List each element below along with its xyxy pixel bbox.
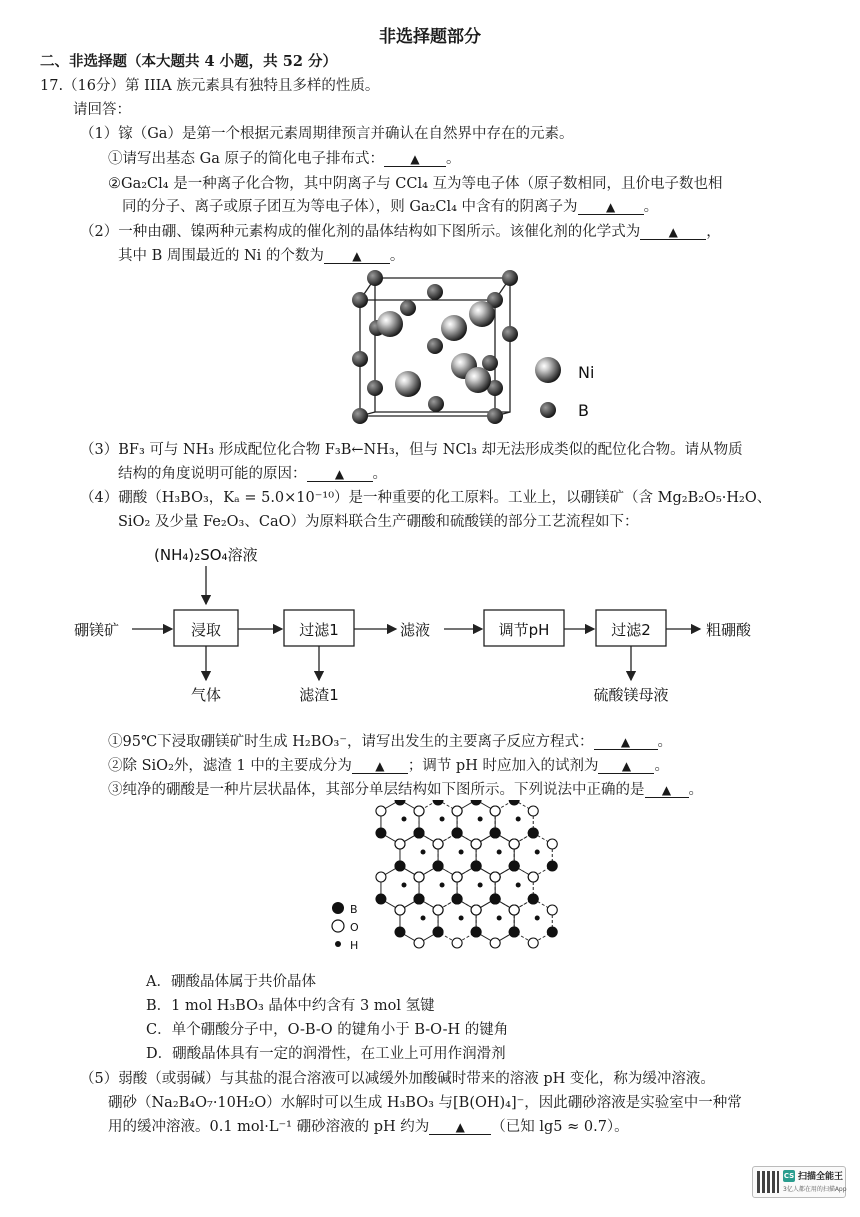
oxygen-atom [433,839,443,849]
q17-part4: （4）硼酸（H₃BO₃，Kₐ = 5.0×10⁻¹⁰）是一种重要的化工原料。工业上，以硼镁矿（含 Mg₂B₂O₅·H₂O、 [80,490,772,506]
boron-atom [375,828,386,839]
boron-atom [452,828,463,839]
oxygen-atom [490,806,500,816]
hydrogen-atom [402,817,407,822]
boron-atom [490,894,501,905]
hydrogen-atom [478,817,483,822]
ni-legend-icon [535,357,561,383]
lattice-ring [381,866,419,910]
adjust-ph-label: 调节pH [498,621,550,639]
boron-atom [509,927,520,938]
boron-atom [395,800,406,806]
lattice-ring [514,899,552,943]
answer-blank[interactable]: ▲ [598,759,654,774]
b-legend-icon [540,402,556,418]
oxygen-atom [414,938,424,948]
answer-blank[interactable]: ▲ [594,735,658,750]
oxygen-atom [509,839,519,849]
scanner-name: 扫描全能王 [798,1172,844,1182]
boron-atom [528,828,539,839]
part4-2b-text: ；调节 pH 时应加入的试剂为 [407,758,599,774]
q17-part3: （3）BF₃ 可与 NH₃ 形成配位化合物 F₃B←NH₃，但与 NCl₃ 却无法形成类似的配位化合物。请从物质 [80,442,743,458]
scanner-logo: CS [783,1172,795,1180]
oxygen-atom [471,905,481,915]
oxygen-atom [509,905,519,915]
q17-part5b: 硼砂（Na₂B₄O₇·10H₂O）水解时可以生成 H₃BO₃ 与[B(OH)₄]⁻，因此硼砂溶液是实验室中一种常 [108,1095,742,1111]
hydrogen-atom [440,817,445,822]
oxygen-atom [433,905,443,915]
hydrogen-atom [421,850,426,855]
part2b-text: 其中 B 周围最近的 Ni 的个数为 [118,248,324,264]
oxygen-atom [414,872,424,882]
q17-part1b: ②Ga₂Cl₄ 是一种离子化合物，其中阴离子与 CCl₄ 互为等电子体（原子数相同，且价电子数也相 [108,176,723,192]
boron-atom [452,894,463,905]
hydrogen-atom [516,883,521,888]
boric-acid-layer-figure [320,800,600,965]
lattice-ring [438,833,476,877]
boron-atom [490,828,501,839]
answer-blank[interactable]: ▲ [645,783,689,798]
mother-liquor-label: 硫酸镁母液 [593,686,669,704]
oxygen-atom [528,938,538,948]
q17-part5c [108,1115,629,1136]
reagent-label: (NH₄)₂SO₄溶液 [154,546,258,564]
boron-atom [471,927,482,938]
oxygen-atom [395,905,405,915]
hydrogen-atom [421,916,426,921]
legend-h: H [350,939,359,952]
part2-text: （2）一种由硼、镍两种元素构成的催化剂的晶体结构如下图所示。该催化剂的化学式为 [80,224,641,240]
answer-blank[interactable]: ▲ [307,467,373,482]
part5c-text: 用的缓冲溶液。0.1 mol·L⁻¹ 硼砂溶液的 pH 约为 [108,1119,430,1135]
hydrogen-atom [516,817,521,822]
boron-atom [433,927,444,938]
lattice-ring [514,833,552,877]
boron-atom [509,800,520,806]
part1b-text: 同的分子、离子或原子团互为等电子体），则 Ga₂Cl₄ 中含有的阴离子为 [122,199,578,215]
oxygen-atom [452,938,462,948]
q17-part2: （2）一种由硼、镍两种元素构成的催化剂的晶体结构如下图所示。该催化剂的化学式为 ▲ ， [80,224,721,240]
option-c[interactable]: C．单个硼酸分子中，O-B-O 的键角小于 B-O-H 的键角 [146,1022,509,1038]
process-flow-diagram [70,540,790,720]
scanner-sub: 3亿人都在用的扫描App [783,1186,847,1193]
oxygen-atom [547,839,557,849]
boron-atom [528,894,539,905]
b-legend-label: B [578,401,589,420]
q17-part4-2: ②除 SiO₂外，滤渣 1 中的主要成分为 ▲ ；调节 pH 时应加入的试剂为 ▲ 。 [108,758,669,774]
q17-part4-1: ①95℃下浸取硼镁矿时生成 H₂BO₃⁻，请写出发生的主要离子反应方程式： ▲ 。 [108,734,673,750]
scanner-watermark [752,1166,846,1198]
qr-code-icon [757,1171,779,1193]
lattice-ring [457,866,495,910]
lattice-ring [457,800,495,844]
hydrogen-atom [402,883,407,888]
boron-atom [414,828,425,839]
lattice-ring [438,899,476,943]
q17-part5: （5）弱酸（或弱碱）与其盐的混合溶液可以减缓外加酸碱时带来的溶液 pH 变化，称为缓冲溶液。 [80,1071,715,1087]
part3b-text: 结构的角度说明可能的原因： [118,466,307,482]
raw-material-label: 硼镁矿 [74,621,120,639]
filtrate-label: 滤液 [400,621,431,639]
q17-part1b-cont: 同的分子、离子或原子团互为等电子体），则 Ga₂Cl₄ 中含有的阴离子为 ▲ 。 [122,199,659,215]
lattice-ring [419,800,457,844]
part1a-text: ①请写出基态 Ga 原子的简化电子排布式： [108,151,384,167]
lattice-ring [476,833,514,877]
crystal-structure-figure [340,262,610,432]
oxygen-atom [528,806,538,816]
hydrogen-atom [440,883,445,888]
section-heading: 二、非选择题（本大题共 4 小题，共 52 分） [40,53,337,70]
option-d[interactable]: D．硼酸晶体具有一定的润滑性，在工业上可用作润滑剂 [146,1046,506,1062]
q17-stem: 17.（16分）第 IIIA 族元素具有独特且多样的性质。 [40,78,380,94]
boron-atom [394,927,405,938]
part5d-text: （已知 lg5 ≈ 0.7）。 [491,1119,629,1135]
lattice-ring [495,866,533,910]
leach-label: 浸取 [190,621,222,639]
oxygen-atom [395,839,405,849]
oxygen-atom [547,905,557,915]
q17-part4b: SiO₂ 及少量 Fe₂O₃、CaO）为原料联合生产硼酸和硫酸镁的部分工艺流程如下： [118,514,639,530]
boron-atom [471,800,482,806]
lattice-bonds [375,800,557,948]
residue1-label: 滤渣1 [299,686,339,704]
answer-blank[interactable]: ▲ [384,152,446,167]
filter1-label: 过滤1 [299,621,339,639]
q17-part1a: ①请写出基态 Ga 原子的简化电子排布式： ▲ 。 [108,151,461,167]
legend-b: B [350,903,358,916]
option-b[interactable]: B．1 mol H₃BO₃ 晶体中约含有 3 mol 氢键 [146,998,435,1014]
gas-label: 气体 [190,686,222,704]
q17-part3b: 结构的角度说明可能的原因： ▲ 。 [118,466,387,482]
hydrogen-atom [535,916,540,921]
answer-blank[interactable]: ▲ [324,249,390,264]
answer-blank[interactable]: ▲ [640,225,706,240]
part4-3-text: ③纯净的硼酸是一种片层状晶体，其部分单层结构如下图所示。下列说法中正确的是 [108,782,645,798]
oxygen-atom [490,938,500,948]
b-atoms [352,270,518,424]
lattice-ring [495,800,533,844]
boron-atom [375,894,386,905]
hydrogen-atom [478,883,483,888]
oxygen-atom [471,839,481,849]
part4-1-text: ①95℃下浸取硼镁矿时生成 H₂BO₃⁻，请写出发生的主要离子反应方程式： [108,734,594,750]
boron-atom [433,800,444,806]
hydrogen-atom [459,916,464,921]
answer-blank[interactable]: ▲ [578,200,644,215]
oxygen-atom [490,872,500,882]
lattice-ring [400,833,438,877]
oxygen-atom [376,806,386,816]
q17-part2b: 其中 B 周围最近的 Ni 的个数为 ▲ 。 [118,248,405,264]
ni-legend-label: Ni [578,363,595,382]
lattice-ring [381,800,419,844]
legend-o: O [350,921,359,934]
hydrogen-atom [497,850,502,855]
boron-atom [414,894,425,905]
boron-atom [471,861,482,872]
lattice-ring [419,866,457,910]
hydrogen-atom [459,850,464,855]
q17-ask: 请回答： [73,102,131,118]
oxygen-atom [452,872,462,882]
hydrogen-atom [535,850,540,855]
q17-part4-3: ③纯净的硼酸是一种片层状晶体，其部分单层结构如下图所示。下列说法中正确的是 ▲ 。 [108,782,703,798]
oxygen-atom [528,872,538,882]
page-title: 非选择题部分 [379,27,481,47]
lattice-legend [332,902,359,952]
oxygen-atom [414,806,424,816]
boron-atom [509,861,520,872]
lattice-ring [400,899,438,943]
product-label: 粗硼酸 [706,621,752,639]
oxygen-atom [376,872,386,882]
lattice-ring [476,899,514,943]
boron-atom [395,861,406,872]
q17-part1: （1）镓（Ga）是第一个根据元素周期律预言并确认在自然界中存在的元素。 [80,126,574,142]
answer-blank[interactable]: ▲ [352,759,408,774]
boron-atom [547,927,558,938]
option-a[interactable]: A．硼酸晶体属于共价晶体 [146,974,316,990]
part4-2a-text: ②除 SiO₂外，滤渣 1 中的主要成分为 [108,758,352,774]
hydrogen-atom [497,916,502,921]
boron-atom [433,861,444,872]
filter2-label: 过滤2 [611,621,651,639]
oxygen-atom [452,806,462,816]
answer-blank[interactable]: ▲ [429,1120,491,1135]
boron-atom [547,861,558,872]
